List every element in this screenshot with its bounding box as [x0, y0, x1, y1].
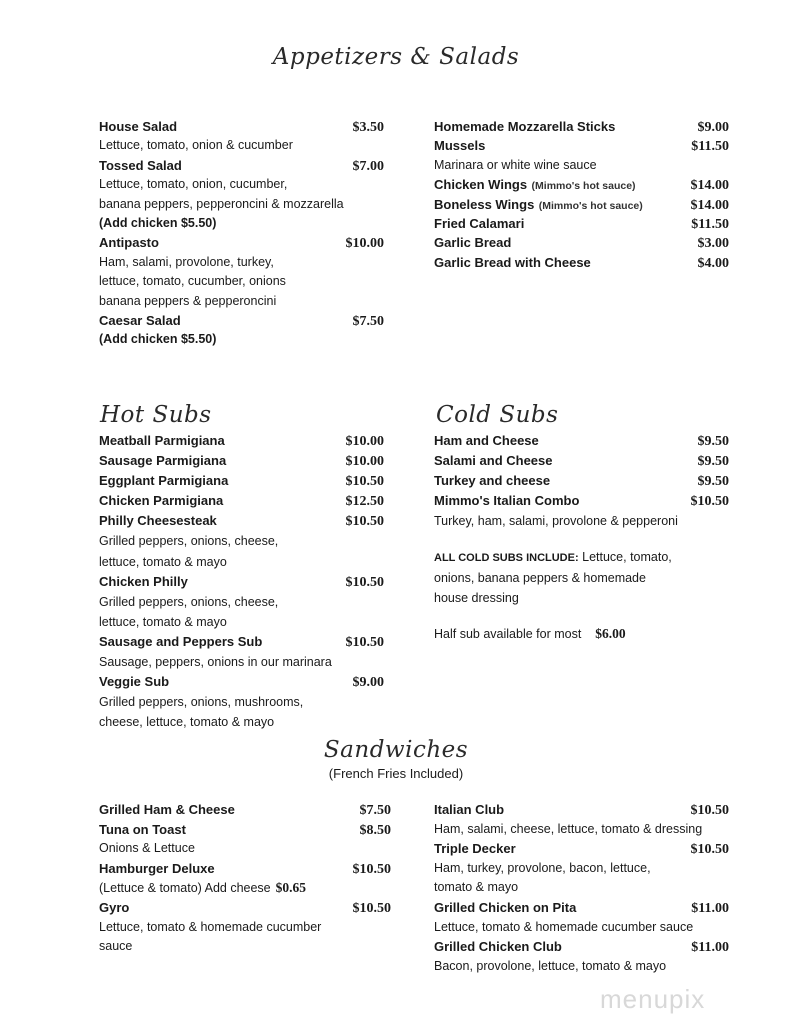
item-name: Turkey and cheese: [434, 473, 551, 489]
description-text: Lettuce, tomato, onion, cucumber,: [99, 177, 288, 192]
item-price: $9.00: [697, 120, 729, 135]
item-description: [434, 547, 729, 567]
item-name-wrap: [99, 471, 228, 491]
item-name: House Salad: [99, 119, 178, 134]
item-name-wrap: [99, 431, 225, 451]
menu-item: [99, 491, 384, 511]
menu-item: [99, 632, 384, 652]
appetizers-left-column: [99, 117, 384, 350]
item-description: [99, 839, 391, 859]
item-name: Triple Decker: [434, 841, 516, 857]
description-text: Grilled peppers, onions, cheese,: [99, 594, 279, 609]
item-description: [99, 692, 384, 712]
description-text: lettuce, tomato, cucumber, onions: [99, 274, 286, 289]
item-description: [434, 859, 729, 879]
item-name-wrap: [434, 431, 539, 451]
item-price: $11.00: [691, 900, 729, 916]
description-text: sauce: [99, 939, 133, 954]
menu-item: [99, 859, 391, 879]
item-name-wrap: [99, 491, 223, 511]
menu-item: [434, 431, 729, 451]
item-name-wrap: [99, 572, 188, 592]
item-name-wrap: [99, 800, 235, 820]
menu-item: [434, 117, 729, 136]
menu-item: [99, 117, 384, 136]
description-text: cheese, lettuce, tomato & mayo: [99, 715, 275, 730]
item-name-wrap: [434, 471, 550, 491]
item-name: Garlic Bread: [434, 235, 512, 251]
item-name: Italian Club: [434, 802, 505, 817]
item-name-wrap: [434, 898, 576, 918]
item-description: [434, 624, 729, 644]
description-text: Onions & Lettuce: [99, 841, 195, 856]
item-price: $14.00: [690, 178, 729, 194]
item-name: Meatball Parmigiana: [99, 433, 225, 448]
item-name-wrap: [434, 117, 615, 136]
item-name: Caesar Salad: [99, 312, 181, 328]
item-description: [99, 878, 391, 898]
sandwiches-left-column: [99, 800, 391, 957]
item-description: [99, 330, 384, 349]
description-text: Grilled peppers, onions, cheese,: [99, 534, 279, 549]
item-price: $7.00: [352, 158, 384, 174]
item-name-wrap: [99, 859, 215, 879]
menu-item: [434, 800, 729, 820]
sandwiches-subtitle: (French Fries Included): [328, 766, 464, 781]
item-price: $7.50: [359, 803, 391, 818]
item-name: Homemade Mozzarella Sticks: [434, 119, 616, 134]
description-text: lettuce, tomato & mayo: [99, 554, 227, 569]
item-description: [99, 592, 384, 612]
item-description: [434, 820, 729, 840]
section-title-sandwiches: Sandwiches: [323, 737, 469, 763]
item-name: Tossed Salad: [99, 157, 182, 173]
item-note: (Mimmo's hot sauce): [531, 180, 636, 193]
item-price: $3.50: [352, 120, 384, 135]
item-price: $10.50: [345, 634, 384, 650]
item-description: [99, 292, 384, 311]
item-description: [99, 652, 384, 672]
description-text: Lettuce, tomato, onion & cucumber: [99, 138, 293, 153]
section-title-hot-subs: Hot Subs: [100, 402, 212, 428]
menu-item: [434, 471, 729, 491]
item-name: Chicken Parmigiana: [99, 493, 224, 509]
item-price: $3.00: [697, 236, 729, 252]
description-text: (Add chicken $5.50): [99, 215, 217, 230]
item-name: Fried Calamari: [434, 215, 525, 231]
item-price: $11.50: [691, 216, 729, 232]
item-description: [99, 214, 384, 233]
item-price: $10.00: [345, 434, 384, 449]
item-price: $10.00: [345, 236, 384, 252]
inline-price: $0.65: [275, 880, 307, 896]
item-name-wrap: [99, 898, 129, 918]
item-name-wrap: [434, 491, 579, 511]
item-name-wrap: [99, 672, 169, 692]
menu-item: [99, 431, 384, 451]
description-text: banana peppers & pepperoncini: [99, 293, 277, 308]
item-description: [434, 156, 729, 175]
item-name-wrap: [434, 214, 524, 233]
item-name-wrap: [434, 839, 516, 859]
description-text: Lettuce, tomato & homemade cucumber sauce: [434, 919, 694, 934]
item-name: Antipasto: [99, 235, 159, 251]
description-text: house dressing: [434, 590, 519, 605]
item-price: $10.50: [690, 842, 729, 858]
item-name: Grilled Chicken on Pita: [434, 899, 577, 915]
description-text: (Add chicken $5.50): [99, 332, 217, 347]
description-text: tomato & mayo: [434, 880, 519, 895]
menu-item: [434, 839, 729, 859]
item-name: Mussels: [434, 138, 486, 154]
item-name: Mimmo's Italian Combo: [434, 493, 580, 509]
menu-item: [434, 898, 729, 918]
item-price: $9.00: [352, 675, 384, 691]
description-text: Lettuce, tomato & homemade cucumber: [99, 919, 322, 934]
item-name-wrap: [434, 800, 504, 820]
item-name: Sausage and Peppers Sub: [99, 633, 263, 649]
item-name-wrap: [99, 233, 159, 252]
menu-item: [99, 233, 384, 252]
description-text: Sausage, peppers, onions in our marinara: [99, 655, 332, 670]
item-price: $9.50: [697, 474, 729, 490]
inline-price: $6.00: [595, 625, 626, 641]
menu-item: [434, 253, 729, 272]
item-name: Eggplant Parmigiana: [99, 473, 229, 489]
item-description: [99, 918, 391, 938]
menu-item: [99, 471, 384, 491]
item-name: Ham and Cheese: [434, 433, 539, 448]
item-name-wrap: [434, 937, 562, 957]
item-description: [99, 272, 384, 291]
menu-item: [434, 175, 729, 194]
menu-item: [434, 214, 729, 233]
item-description: [99, 195, 384, 214]
item-description: [434, 918, 729, 938]
description-text: Ham, salami, provolone, turkey,: [99, 254, 274, 269]
description-text: Half sub available for most: [434, 626, 582, 641]
item-name: Chicken Philly: [99, 573, 188, 589]
menu-item: [99, 800, 391, 820]
item-name-wrap: [99, 632, 262, 652]
item-price: $9.50: [697, 434, 729, 449]
item-name-wrap: [99, 156, 182, 175]
item-description: [99, 136, 384, 155]
item-name-wrap: [434, 233, 511, 252]
item-name: Salami and Cheese: [434, 453, 553, 469]
item-price: $11.00: [691, 940, 729, 956]
description-text: banana peppers, pepperoncini & mozzarella: [99, 196, 344, 211]
item-description: [99, 552, 384, 572]
appetizers-right-column: [434, 117, 729, 272]
item-description: [434, 588, 729, 608]
menu-item: [99, 156, 384, 175]
description-text: Turkey, ham, salami, provolone & pepperoni: [434, 514, 678, 529]
item-name: Chicken Wings: [434, 177, 528, 193]
description-lead: ALL COLD SUBS INCLUDE:: [434, 552, 579, 565]
item-name: Grilled Chicken Club: [434, 939, 562, 955]
item-description: [99, 175, 384, 194]
item-name-wrap: [99, 820, 186, 840]
menu-item: [99, 511, 384, 531]
item-price: $11.50: [691, 139, 729, 155]
menu-item: [434, 233, 729, 252]
item-name: Tuna on Toast: [99, 821, 186, 837]
item-price: $10.50: [690, 803, 729, 818]
item-name: Grilled Ham & Cheese: [99, 802, 235, 817]
item-name-wrap: [434, 451, 553, 471]
description-text: onions, banana peppers & homemade: [434, 570, 646, 585]
item-price: $7.50: [352, 313, 384, 329]
item-name: Garlic Bread with Cheese: [434, 254, 591, 270]
item-description: [434, 568, 729, 588]
item-name-wrap: [99, 311, 181, 330]
item-name-wrap: [434, 175, 636, 196]
item-name-wrap: [99, 511, 217, 531]
item-note: (Mimmo's hot sauce): [538, 199, 643, 212]
description-text: Marinara or white wine sauce: [434, 157, 597, 172]
item-name: Hamburger Deluxe: [99, 860, 215, 876]
item-price: $10.50: [352, 861, 391, 877]
item-name: Philly Cheesesteak: [99, 513, 217, 529]
spacer: [434, 531, 729, 547]
hot-subs-column: [99, 431, 384, 732]
item-name: Veggie Sub: [99, 674, 170, 690]
item-name-wrap: [99, 451, 226, 471]
menu-item: [99, 898, 391, 918]
item-price: $14.00: [690, 197, 729, 213]
item-price: $8.50: [359, 822, 391, 838]
menu-item: [434, 195, 729, 214]
item-description: [99, 712, 384, 732]
item-name: Gyro: [99, 899, 130, 915]
menu-item: [99, 820, 391, 840]
description-text: Ham, turkey, provolone, bacon, lettuce,: [434, 860, 651, 875]
menu-item: [99, 572, 384, 592]
description-text: (Lettuce & tomato) Add cheese: [99, 881, 271, 896]
item-price: $10.50: [352, 900, 391, 916]
item-name: Boneless Wings: [434, 196, 535, 212]
description-text: lettuce, tomato & mayo: [99, 614, 227, 629]
menu-item: [434, 491, 729, 511]
item-description: [99, 531, 384, 551]
item-price: $4.00: [697, 255, 729, 271]
watermark: menupix: [600, 984, 706, 1014]
item-description: [99, 253, 384, 272]
menu-item: [99, 672, 384, 692]
description-text: Lettuce, tomato,: [578, 550, 672, 565]
cold-subs-column: [434, 431, 729, 644]
sandwiches-right-column: [434, 800, 729, 976]
item-price: $10.00: [345, 454, 384, 470]
menu-item: [434, 136, 729, 155]
spacer: [434, 608, 729, 624]
description-text: Ham, salami, cheese, lettuce, tomato & dressing: [434, 821, 703, 836]
item-description: [434, 878, 729, 898]
item-price: $10.50: [345, 474, 384, 490]
item-price: $10.50: [345, 514, 384, 530]
item-description: [434, 511, 729, 531]
item-description: [434, 957, 729, 977]
item-name-wrap: [434, 136, 485, 155]
menu-item: [434, 937, 729, 957]
menu-item: [434, 451, 729, 471]
description-text: Grilled peppers, onions, mushrooms,: [99, 695, 304, 710]
section-title-cold-subs: Cold Subs: [436, 402, 559, 428]
item-price: $10.50: [345, 574, 384, 590]
item-price: $12.50: [345, 494, 384, 510]
item-name-wrap: [434, 253, 591, 272]
item-name-wrap: [99, 117, 177, 136]
item-name-wrap: [434, 195, 643, 216]
description-text: Bacon, provolone, lettuce, tomato & mayo: [434, 958, 667, 973]
item-name: Sausage Parmigiana: [99, 453, 227, 469]
menu-item: [99, 451, 384, 471]
item-price: $9.50: [697, 454, 729, 470]
item-description: [99, 937, 391, 957]
item-description: [99, 612, 384, 632]
section-title-appetizers: Appetizers & Salads: [272, 44, 520, 70]
item-price: $10.50: [690, 494, 729, 510]
menu-item: [99, 311, 384, 330]
